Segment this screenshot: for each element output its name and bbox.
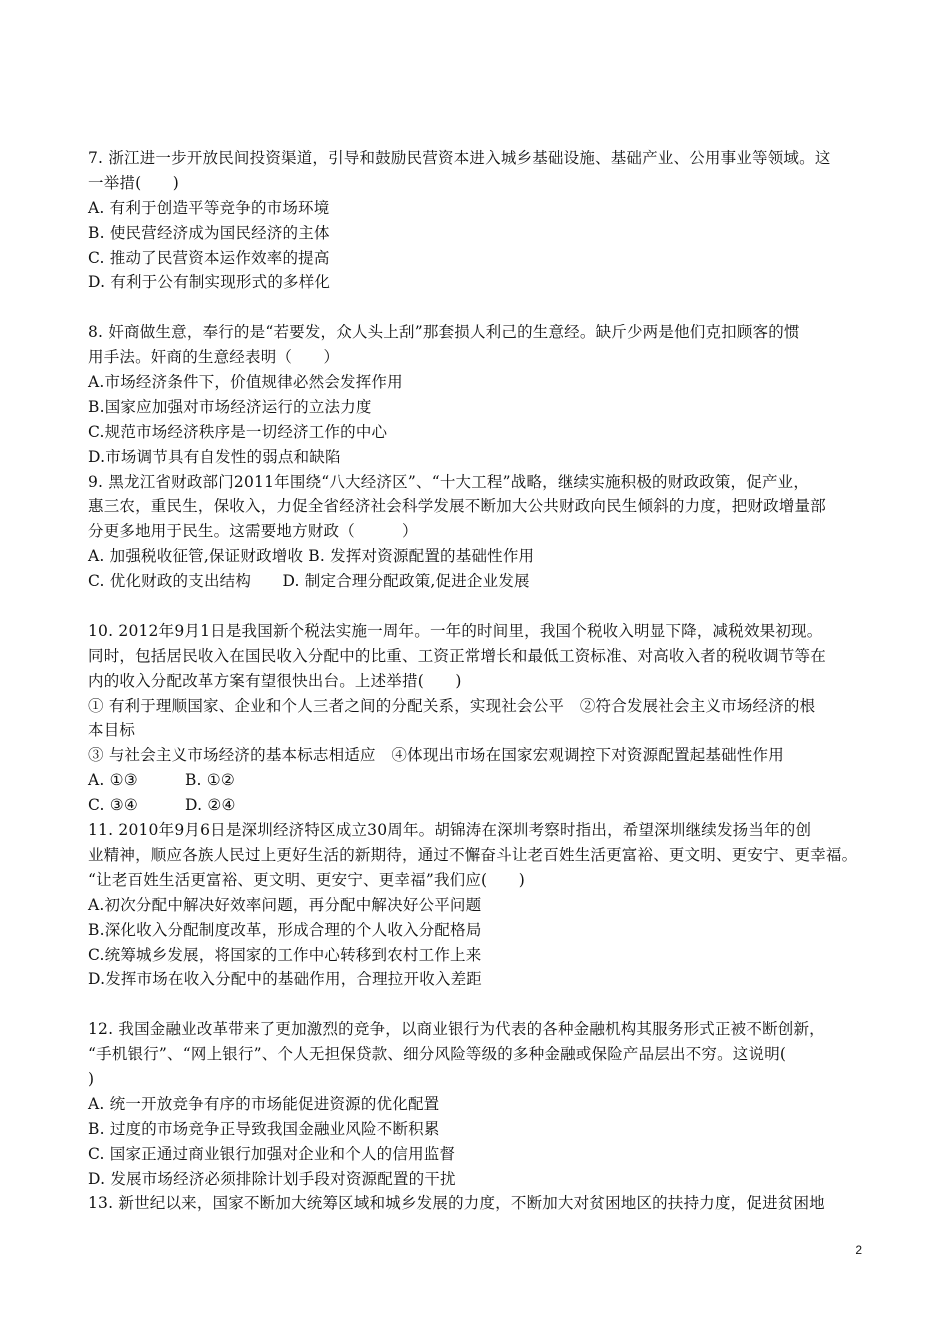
text-line: 9. 黑龙江省财政部门2011年围绕“八大经济区”、“十大工程”战略，继续实施积极的财政政策，促产业， (88, 472, 810, 491)
text-line: C. ③④ D. ②④ (88, 796, 236, 815)
text-line: A. ①③ B. ①② (88, 771, 235, 790)
text-line: A.市场经济条件下，价值规律必然会发挥作用 (88, 373, 403, 392)
text-line: 11. 2010年9月6日是深圳经济特区成立30周年。胡锦涛在深圳考察时指出，希望深圳继续发扬当年的创 (88, 821, 812, 840)
text-line: 内的收入分配改革方案有望很快出台。上述举措( ) (88, 671, 462, 690)
text-line: D.发挥市场在收入分配中的基础作用，合理拉开收入差距 (88, 970, 483, 989)
text-line: “手机银行”、“网上银行”、个人无担保贷款、细分风险等级的多种金融或保险产品层出不穷。这说明( (88, 1045, 787, 1064)
text-line: A. 加强税收征管,保证财政增收 B. 发挥对资源配置的基础性作用 (88, 547, 535, 566)
text-line: 用手法。奸商的生意经表明（ ） (88, 348, 340, 367)
text-line: 业精神，顺应各族人民过上更好生活的新期待，通过不懈奋斗让老百姓生活更富裕、更文明、更安宁、更幸福。 (88, 845, 858, 864)
text-line: 惠三农，重民生，保收入，力促全省经济社会科学发展不断加大公共财政向民生倾斜的力度，把财政增量部 (88, 497, 826, 516)
text-line: 13. 新世纪以来，国家不断加大统筹区域和城乡发展的力度，不断加大对贫困地区的扶持力度，促进贫困地 (88, 1194, 825, 1213)
text-line: A. 有利于创造平等竞争的市场环境 (88, 198, 330, 217)
text-line: B. 使民营经济成为国民经济的主体 (88, 223, 330, 242)
page-number: 2 (855, 1243, 862, 1257)
text-line: 一举措( ) (88, 173, 179, 192)
text-line: D. 有利于公有制实现形式的多样化 (88, 273, 331, 292)
text-line: ) (88, 1069, 95, 1088)
text-line: B.国家应加强对市场经济运行的立法力度 (88, 397, 372, 416)
paragraph-gap (88, 295, 878, 320)
text-line: D.市场调节具有自发性的弱点和缺陷 (88, 447, 341, 466)
text-line: 8. 奸商做生意，奉行的是“若要发，众人头上刮”那套损人利己的生意经。缺斤少两是他们克扣顾客的惯 (88, 323, 800, 342)
text-line: 7. 浙江进一步开放民间投资渠道，引导和鼓励民营资本进入城乡基础设施、基础产业、公用事业等领域。这 (88, 149, 831, 167)
text-line: C. 优化财政的支出结构 D. 制定合理分配政策,促进企业发展 (88, 572, 530, 591)
text-line: 分更多地用于民生。这需要地方财政（ ） (88, 522, 418, 541)
text-line: ③ 与社会主义市场经济的基本标志相适应 ④体现出市场在国家宏观调控下对资源配置起基础性作用 (88, 746, 784, 765)
text-line: A.初次分配中解决好效率问题，再分配中解决好公平问题 (88, 895, 482, 914)
text-line: ① 有利于理顺国家、企业和个人三者之间的分配关系，实现社会公平 ②符合发展社会主义市场经济的根 (88, 696, 816, 715)
text-line: 10. 2012年9月1日是我国新个税法实施一周年。一年的时间里，我国个税收入明显下降，减税效果初现。 (88, 621, 823, 640)
paragraph-gap (88, 992, 878, 1017)
text-line: 本目标 (88, 721, 136, 740)
text-line: 同时，包括居民收入在国民收入分配中的比重、工资正常增长和最低工资标准、对高收入者的税收调节等在 (88, 646, 826, 665)
text-line: 12. 我国金融业改革带来了更加激烈的竞争，以商业银行为代表的各种金融机构其服务形式正被不断创新， (88, 1020, 825, 1039)
text-line: C.统筹城乡发展，将国家的工作中心转移到农村工作上来 (88, 945, 482, 964)
text-line: C. 国家正通过商业银行加强对企业和个人的信用监督 (88, 1144, 456, 1163)
text-line: A. 统一开放竞争有序的市场能促进资源的优化配置 (88, 1094, 440, 1113)
text-line: C.规范市场经济秩序是一切经济工作的中心 (88, 422, 388, 441)
text-line: “让老百姓生活更富裕、更文明、更安宁、更幸福”我们应( ) (88, 870, 525, 889)
text-line: C. 推动了民营资本运作效率的提高 (88, 248, 330, 267)
text-line: D. 发展市场经济必须排除计划手段对资源配置的干扰 (88, 1169, 456, 1188)
paragraph-gap (88, 594, 878, 619)
document-body (88, 146, 878, 1216)
text-line: B. 过度的市场竞争正导致我国金融业风险不断积累 (88, 1119, 440, 1138)
text-line: B.深化收入分配制度改革，形成合理的个人收入分配格局 (88, 920, 482, 939)
